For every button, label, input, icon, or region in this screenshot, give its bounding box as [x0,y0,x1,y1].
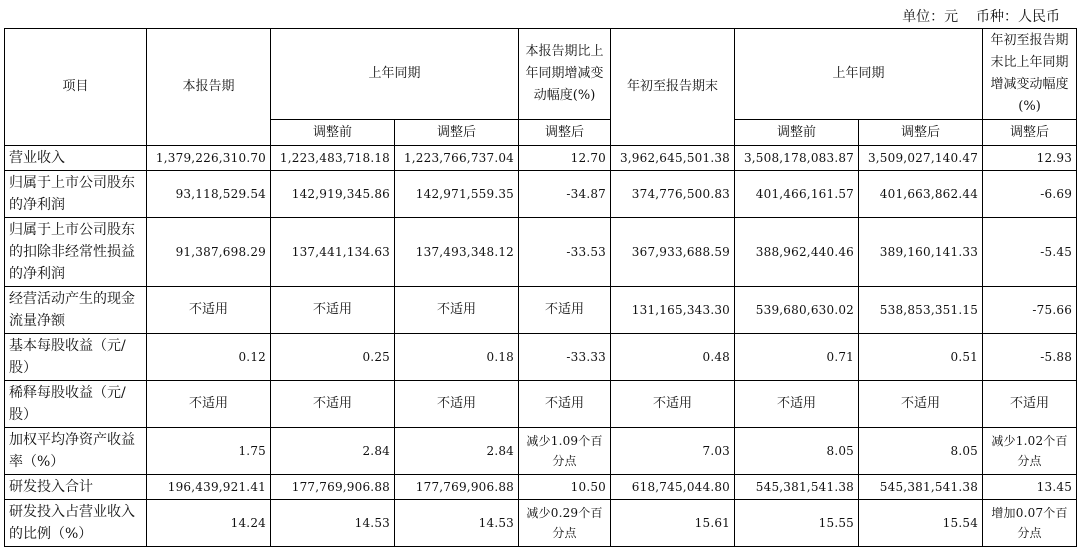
cell-ytd-prior-before-adjust: 3,508,178,083.87 [735,146,859,171]
cell-current-period: 0.12 [147,334,271,381]
cell-ytd-prior-after-adjust: 0.51 [859,334,983,381]
cell-change-current: 10.50 [519,475,611,500]
row-label: 基本每股收益（元/股） [5,334,147,381]
header-current-period: 本报告期 [147,29,271,146]
cell-ytd: 不适用 [611,381,735,428]
cell-ytd: 0.48 [611,334,735,381]
header-before-adjust: 调整前 [271,120,395,146]
cell-ytd: 374,776,500.83 [611,171,735,218]
cell-ytd: 367,933,688.59 [611,218,735,287]
cell-change-current: 减少1.09个百分点 [519,428,611,475]
cell-ytd: 7.03 [611,428,735,475]
cell-change-current: -34.87 [519,171,611,218]
cell-change-current: 不适用 [519,381,611,428]
cell-ytd-prior-before-adjust: 0.71 [735,334,859,381]
cell-change-ytd: 13.45 [983,475,1077,500]
cell-ytd-prior-after-adjust: 545,381,541.38 [859,475,983,500]
cell-prior-after-adjust: 142,971,559.35 [395,171,519,218]
cell-ytd: 131,165,343.30 [611,287,735,334]
cell-ytd-prior-before-adjust: 545,381,541.38 [735,475,859,500]
cell-change-ytd: -75.66 [983,287,1077,334]
table-row [5,381,1077,428]
cell-prior-after-adjust: 不适用 [395,287,519,334]
cell-prior-before-adjust: 不适用 [271,381,395,428]
header-change-current: 本报告期比上年同期增减变动幅度(%) [519,29,611,120]
cell-prior-after-adjust: 2.84 [395,428,519,475]
cell-change-ytd: -6.69 [983,171,1077,218]
cell-ytd-prior-before-adjust: 不适用 [735,381,859,428]
table-row [5,500,1077,547]
cell-change-ytd: -5.45 [983,218,1077,287]
cell-ytd: 3,962,645,501.38 [611,146,735,171]
cell-ytd-prior-after-adjust: 15.54 [859,500,983,547]
row-label: 研发投入合计 [5,475,147,500]
table-row [5,475,1077,500]
row-label: 经营活动产生的现金流量净额 [5,287,147,334]
cell-ytd-prior-before-adjust: 15.55 [735,500,859,547]
cell-current-period: 196,439,921.41 [147,475,271,500]
header-after-adjust-change-ytd: 调整后 [983,120,1077,146]
cell-prior-before-adjust: 142,919,345.86 [271,171,395,218]
cell-change-ytd: 增加0.07个百分点 [983,500,1077,547]
cell-current-period: 14.24 [147,500,271,547]
header-change-ytd: 年初至报告期末比上年同期增减变动幅度(%) [983,29,1077,120]
cell-ytd-prior-before-adjust: 401,466,161.57 [735,171,859,218]
cell-prior-after-adjust: 不适用 [395,381,519,428]
row-label: 归属于上市公司股东的净利润 [5,171,147,218]
row-label: 加权平均净资产收益率（%） [5,428,147,475]
cell-change-current: -33.53 [519,218,611,287]
cell-ytd-prior-after-adjust: 401,663,862.44 [859,171,983,218]
cell-prior-after-adjust: 0.18 [395,334,519,381]
cell-change-current: 减少0.29个百分点 [519,500,611,547]
table-row [5,171,1077,218]
cell-prior-after-adjust: 14.53 [395,500,519,547]
cell-prior-after-adjust: 1,223,766,737.04 [395,146,519,171]
cell-current-period: 不适用 [147,381,271,428]
cell-prior-before-adjust: 2.84 [271,428,395,475]
cell-change-current: 不适用 [519,287,611,334]
header-item: 项目 [5,29,147,146]
financial-data-table [4,28,1077,547]
cell-ytd: 618,745,044.80 [611,475,735,500]
cell-change-current: -33.33 [519,334,611,381]
cell-prior-after-adjust: 177,769,906.88 [395,475,519,500]
row-label: 研发投入占营业收入的比例（%） [5,500,147,547]
cell-ytd-prior-after-adjust: 3,509,027,140.47 [859,146,983,171]
table-row [5,334,1077,381]
header-prior-same-period-ytd: 上年同期 [735,29,983,120]
cell-ytd-prior-before-adjust: 8.05 [735,428,859,475]
cell-change-ytd: -5.88 [983,334,1077,381]
cell-ytd-prior-after-adjust: 8.05 [859,428,983,475]
header-before-adjust-ytd: 调整前 [735,120,859,146]
header-prior-same-period: 上年同期 [271,29,519,120]
row-label: 营业收入 [5,146,147,171]
unit-currency-line: 单位：元 币种：人民币 [902,9,1060,25]
cell-change-current: 12.70 [519,146,611,171]
cell-prior-before-adjust: 137,441,134.63 [271,218,395,287]
cell-current-period: 不适用 [147,287,271,334]
cell-current-period: 91,387,698.29 [147,218,271,287]
header-after-adjust-change: 调整后 [519,120,611,146]
cell-prior-after-adjust: 137,493,348.12 [395,218,519,287]
cell-ytd-prior-after-adjust: 538,853,351.15 [859,287,983,334]
cell-ytd-prior-after-adjust: 389,160,141.33 [859,218,983,287]
header-after-adjust: 调整后 [395,120,519,146]
cell-prior-before-adjust: 177,769,906.88 [271,475,395,500]
cell-ytd-prior-before-adjust: 539,680,630.02 [735,287,859,334]
cell-current-period: 1,379,226,310.70 [147,146,271,171]
table-row [5,287,1077,334]
cell-ytd: 15.61 [611,500,735,547]
cell-change-ytd: 不适用 [983,381,1077,428]
cell-prior-before-adjust: 不适用 [271,287,395,334]
table-row [5,428,1077,475]
row-label: 稀释每股收益（元/股） [5,381,147,428]
table-row [5,218,1077,287]
cell-prior-before-adjust: 1,223,483,718.18 [271,146,395,171]
cell-change-ytd: 减少1.02个百分点 [983,428,1077,475]
cell-ytd-prior-after-adjust: 不适用 [859,381,983,428]
header-ytd: 年初至报告期末 [611,29,735,146]
cell-change-ytd: 12.93 [983,146,1077,171]
cell-current-period: 1.75 [147,428,271,475]
cell-prior-before-adjust: 0.25 [271,334,395,381]
cell-current-period: 93,118,529.54 [147,171,271,218]
row-label: 归属于上市公司股东的扣除非经常性损益的净利润 [5,218,147,287]
table-row [5,146,1077,171]
cell-ytd-prior-before-adjust: 388,962,440.46 [735,218,859,287]
cell-prior-before-adjust: 14.53 [271,500,395,547]
header-after-adjust-ytd: 调整后 [859,120,983,146]
